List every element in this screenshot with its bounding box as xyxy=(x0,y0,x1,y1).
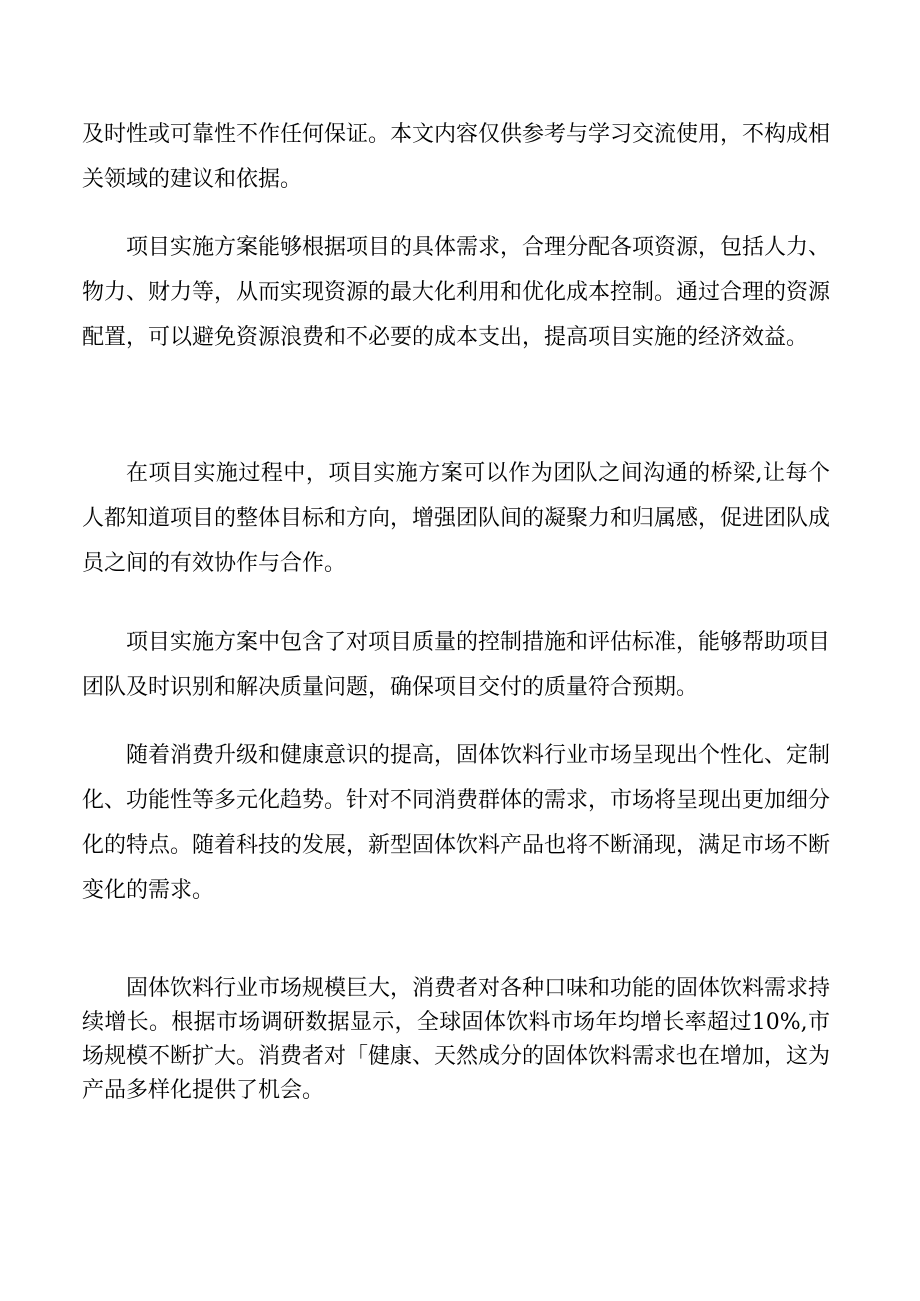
paragraph-resource-allocation: 项目实施方案能够根据项目的具体需求，合理分配各项资源，包括人力、物力、财力等，从而实现资源的最大化利用和优化成本控制。通过合理的资源配置，可以避免资源浪费和不必要的成本支出，提高项目实施的经济效益。 xyxy=(82,235,831,350)
paragraph-team-communication: 在项目实施过程中，项目实施方案可以作为团队之间沟通的桥梁,让每个人都知道项目的整体目标和方向，增强团队间的凝聚力和归属感，促进团队成员之间的有效协作与合作。 xyxy=(82,461,831,576)
paragraph-quality-control: 项目实施方案中包含了对项目质量的控制措施和评估标准，能够帮助项目团队及时识别和解决质量问题，确保项目交付的质量符合预期。 xyxy=(82,630,831,700)
paragraph-disclaimer-continuation: 及时性或可靠性不作任何保证。本文内容仅供参考与学习交流使用，不构成相关领域的建议和依据。 xyxy=(82,122,831,192)
paragraph-market-size: 固体饮料行业市场规模巨大，消费者对各种口味和功能的固体饮料需求持续增长。根据市场调研数据显示，全球固体饮料市场年均增长率超过10%,市场规模不断扩大。消费者对「健康、天然成分的固体饮料需求也在增加，这为产品多样化提供了机会。 xyxy=(82,976,831,1103)
paragraph-market-trends: 随着消费升级和健康意识的提高，固体饮料行业市场呈现出个性化、定制化、功能性等多元化趋势。针对不同消费群体的需求，市场将呈现出更加细分化的特点。随着科技的发展，新型固体饮料产品也将不断涌现，满足市场不断变化的需求。 xyxy=(82,743,831,903)
